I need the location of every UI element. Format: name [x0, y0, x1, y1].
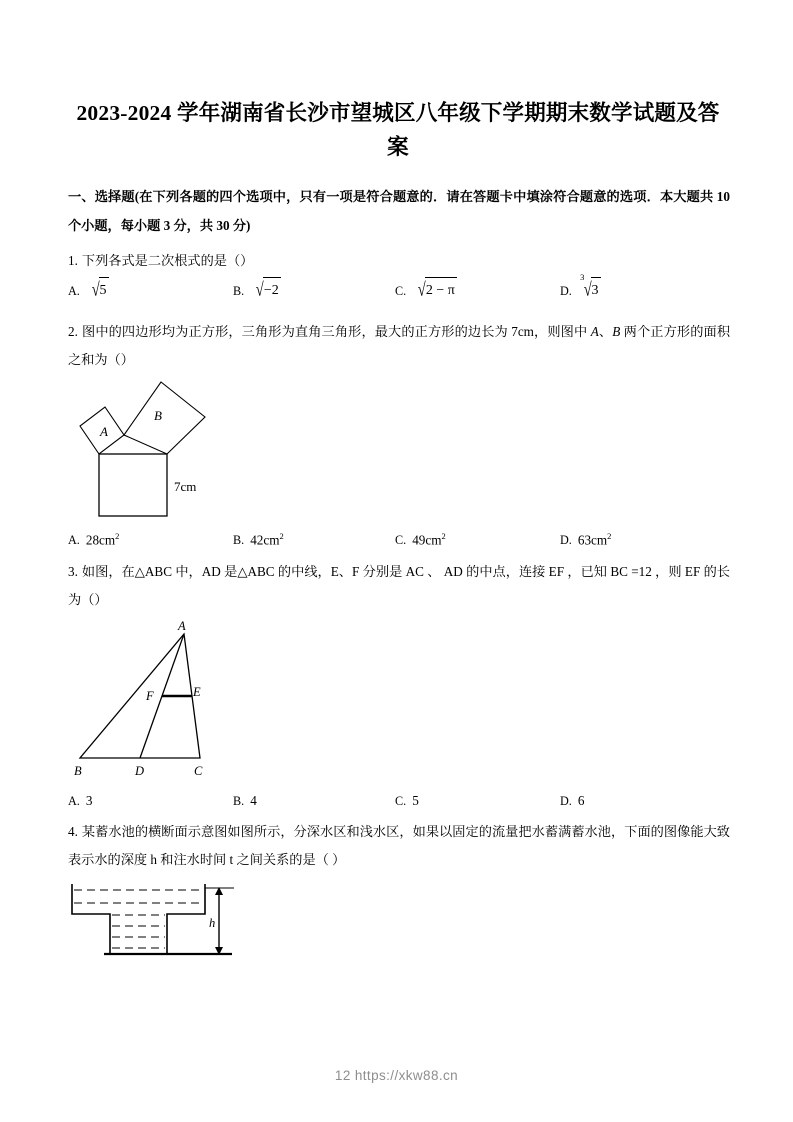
radical-sqrt-2-minus-pi: √2 − π [415, 278, 456, 305]
question-2-option-a[interactable] [68, 523, 119, 553]
option-value: 6 [577, 793, 585, 808]
question-2-label-a: A [590, 324, 599, 339]
question-4-number: 4. [68, 824, 78, 839]
option-label: D. [560, 794, 572, 808]
vertex-label-c: C [194, 764, 203, 778]
question-3-text: 如图，在△ABC 中，AD 是△ABC 的中线，E、F 分别是 AC 、 AD 的中点，连接 EF ，已知 BC =12 ，则 EF 的长为（） [68, 564, 730, 607]
question-1-option-b[interactable] [233, 278, 281, 305]
question-3-number: 3. [68, 564, 78, 579]
question-1-option-c[interactable] [395, 278, 457, 305]
question-2-number: 2. [68, 324, 78, 339]
vertex-label-a: A [178, 619, 186, 633]
page-title: 2023-2024 学年湖南省长沙市望城区八年级下学期期末数学试题及答案 [76, 101, 720, 159]
square-b-label: B [154, 408, 162, 423]
option-value: 5 [412, 793, 419, 808]
question-1-stem [68, 247, 730, 275]
question-2-option-d[interactable] [560, 523, 611, 553]
question-2-text-part3: 两个正方形的面积之和为（） [68, 324, 731, 367]
option-value: 4 [250, 793, 257, 808]
option-superscript: 2 [441, 531, 446, 541]
question-1-number: 1. [68, 253, 78, 268]
radical-sqrt-5: √5 [89, 278, 108, 305]
question-2-text-part1: 图中的四边形均为正方形，三角形为直角三角形，最大的正方形的边长为 7cm，则图中 [81, 324, 591, 339]
question-4-figure [62, 882, 277, 987]
radical-cbrt-3: 3 √3 [581, 278, 600, 305]
option-label: C. [395, 284, 407, 298]
option-label: D. [560, 284, 572, 298]
depth-label: h [209, 916, 216, 930]
option-value: 3 [85, 793, 93, 808]
question-2-options [68, 523, 733, 549]
radical-sqrt-neg2: √−2 [253, 278, 280, 305]
question-2-option-b[interactable] [233, 523, 284, 553]
option-superscript: 2 [115, 531, 120, 541]
vertex-label-f: F [146, 689, 154, 703]
question-3-option-c[interactable] [395, 788, 419, 814]
question-1-options [68, 272, 733, 304]
option-value: 42cm [250, 532, 280, 548]
option-label: C. [395, 533, 407, 548]
question-3-option-b[interactable] [233, 788, 257, 814]
question-2-figure [72, 378, 302, 518]
question-3-option-a[interactable] [68, 788, 92, 814]
option-superscript: 2 [607, 531, 612, 541]
question-3-figure [72, 618, 272, 780]
question-4-text: 某蓄水池的横断面示意图如图所示，分深水区和浅水区，如果以固定的流量把水蓄满蓄水池，下面的图像能大致表示水的深度 h 和注水时间 t 之间关系的是（ ） [68, 824, 730, 867]
question-3-option-d[interactable] [560, 788, 584, 814]
option-label: B. [233, 284, 245, 298]
option-label: A. [68, 794, 80, 808]
option-value: 49cm [412, 532, 442, 548]
question-2-option-c[interactable] [395, 523, 446, 553]
option-label: B. [233, 794, 245, 808]
dimension-label: 7cm [174, 479, 197, 494]
section-intro: 一、选择题(在下列各题的四个选项中，只有一项是符合题意的．请在答题卡中填涂符合题意的选项．本大题共 10 个小题，每小题 3 分，共 30 分) [68, 189, 730, 233]
option-label: C. [395, 794, 407, 808]
question-3-stem [68, 558, 730, 614]
question-1-text: 下列各式是二次根式的是（） [81, 253, 254, 268]
vertex-label-e: E [193, 685, 201, 699]
question-3-options [68, 788, 733, 814]
question-2-label-b: B [612, 324, 621, 339]
option-value: 63cm [577, 532, 608, 548]
option-label: A. [68, 284, 80, 298]
option-superscript: 2 [279, 531, 284, 541]
question-1-option-d[interactable] [560, 272, 601, 305]
option-label: D. [560, 533, 572, 548]
option-value: 28cm [85, 532, 116, 548]
question-2-text-part2: 、 [598, 324, 613, 339]
question-1-option-a[interactable] [68, 278, 109, 305]
question-2-stem [68, 318, 730, 374]
option-label: B. [233, 533, 245, 548]
question-4-stem [68, 818, 730, 874]
square-a-label: A [100, 424, 108, 439]
footer-watermark: 12 https://xkw88.cn [334, 1068, 459, 1083]
vertex-label-d: D [135, 764, 145, 778]
option-label: A. [68, 533, 80, 548]
vertex-label-b: B [74, 764, 82, 778]
